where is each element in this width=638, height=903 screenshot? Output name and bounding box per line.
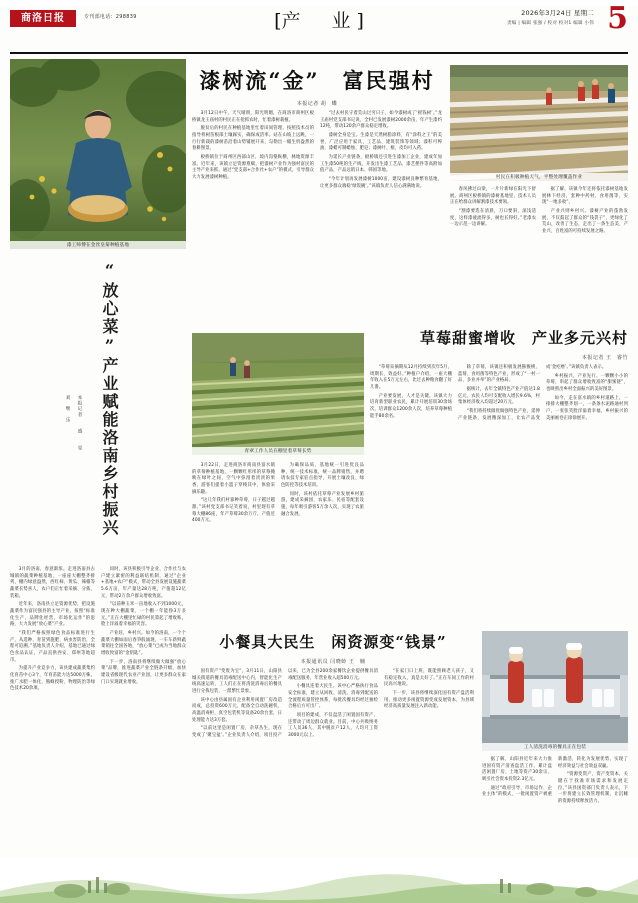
paragraph: 为延长产业链条，板桥镇还引进生漆加工企业，建成年加工生漆50吨的生产线，开发出生漆工艺品、漆艺摆件等高附加值产品，产品远销日本、韩国等地。	[320, 154, 442, 174]
paragraph: 通过“政府引导、市场运作、企业主体”的模式，一批闲置资产被重新激活，转化为发展优势，实现了经济效益与社会效益双赢。	[482, 757, 628, 798]
section-title-text: 产 业	[281, 10, 357, 32]
paragraph: 产业要发展，人才是关键。该镇大力培育新型职业农民，累计开展培训30余场次，培训群众1200余人次，培养草莓种植能手80余名。	[370, 393, 452, 419]
photo-field-planting-image	[450, 65, 628, 181]
photo-tableware-plant-image	[482, 631, 628, 751]
photo-tableware-plant	[482, 631, 628, 751]
paragraph: 据统计，去年全镇特色产业产值达1.8亿元，农民人均可支配收入增长9.6%，村集体经济收入均超过20万元。	[458, 386, 540, 406]
photo-field-planting-caption: 村民在积极种植天气，平整处理覆盖作业	[450, 173, 628, 181]
photo-field-planting	[450, 65, 628, 181]
paragraph: 3月12日中午，天气晴朗，阳光明媚，在商洛市商州区板桥镇龙王庙村的村民正在抢抓农时，忙着漆树栽植。	[192, 111, 314, 123]
paragraph: 国有资产“变废为宝”，3月11日，山阳县城关街道的餐具消毒配送中心内，智能化生产线高速运转，工人们正在将清洗消毒后的餐具进行分拣包装，一派繁忙景象。	[192, 669, 282, 694]
paragraph: 产业兴则乡村兴。漆树产业的蓬勃发展，不仅鼓起了群众的“钱袋子”，更绿化了荒山，改善了生态，走出了一条生态美、产业兴、百姓富的可持续发展之路。	[542, 208, 628, 234]
paragraph: 下一步，洛南县将继续做大做强“放心菜”品牌，推进蔬菜产业全链条升级，加快建设省级现代农业产业园，让更多群众在家门口实现就业增收。	[101, 659, 186, 685]
article-strawberry-headline: 草莓甜蜜增收 产业多元兴村	[419, 329, 628, 347]
bracket-right-icon: ]	[356, 10, 364, 32]
photo-lacquer-farmer-image	[10, 59, 186, 249]
footer-ornament-image	[0, 857, 638, 903]
article-lacquer-byline: 本报记者 胡 蝶	[296, 101, 338, 107]
paragraph: “以前这里是闲置厂房，杂草丛生，现在变成了‘聚宝盆’。”企业负责人介绍，项目投产以来，已为全县200余家餐饮企业提供餐具消毒配送服务，年营业收入超500万元。	[192, 669, 378, 738]
paragraph: 漆树全身是宝。生漆是天然树脂涂料，有“涂料之王”的美誉，广泛应用于家具、工艺品、建筑装饰等领域；漆籽可榨油，漆蜡可制蜡烛、肥皂；漆树叶、根、皮均可入药。	[320, 132, 442, 152]
paragraph: “草莓采摘期从12月持续到次年5月，周期长、效益好。”种植户介绍，一座大棚年收入在5万元左右，比过去种粮食翻了好几番。	[370, 365, 452, 390]
paragraph: 乡村振兴，产业先行。一颗颗小小的草莓，串起了群众增收致富的“甜蜜链”，也映照出乡村全面振兴的美好图景。	[546, 373, 628, 392]
paragraph: “以前种玉米一亩地收入不到1000元，现在种大棚蔬菜，一个棚一年能挣3万多元。”正在大棚里忙碌的村民算起了增收账，脸上洋溢着幸福的笑容。	[101, 602, 186, 628]
newspaper-page	[0, 1, 638, 903]
paragraph: 下一步，该县将继续深化国有资产盘活利用，推动更多闲置资源变成发展资本，为县域经济高质量发展注入新动能。	[384, 690, 474, 710]
photo-greenhouse-caption: 青翠工作人员在棚里着草莓长势	[192, 447, 364, 455]
paragraph: 项目的建成，不仅盘活了闲置国有资产，还带动了周边群众就业。目前，中心共吸纳务工人员36人，其中脱贫户12人，人均月工资3000元以上。	[288, 712, 378, 738]
article-lacquer-sidebar	[450, 187, 628, 309]
paragraph: “今年计划再发展漆树1000亩，建设漆树良种繁育基地，让更多群众端稳‘绿饭碗’。”该镇负责人信心满满地说。	[320, 176, 442, 189]
article-tableware-sidebar	[482, 757, 628, 855]
photo-lacquer-farmer	[10, 59, 186, 249]
photo-lacquer-farmer-caption: 漆工师傅在金丝皇菊种植基地	[10, 241, 186, 249]
paragraph: 同时，该县积极引导企业、合作社与农户建立紧密的利益联结机制，通过“企业+基地+农户”模式，带动全县发展设施蔬菜5.6万亩，年产量达28万吨，产值超12亿元，带动2万余户群众增收致富。	[101, 567, 186, 599]
paragraph: “我们严格按照绿色食品标准进行生产，从选种、育苗到施肥、病虫害防治，全程可追溯。”基地负责人介绍，基地已通过绿色食品认证，产品直供西安、郑州等地超市。	[10, 630, 95, 663]
article-safe-vegetables-body	[10, 567, 186, 853]
page-number: 5	[607, 1, 628, 36]
paragraph: 近年来，洛南县立足资源优势，把设施蔬菜作为富民强县的主导产业，按照“标准化生产、品牌化经营、市场化运作”的思路，大力发展“放心菜”产业。	[10, 602, 95, 628]
photo-greenhouse	[192, 333, 364, 455]
paragraph: 脱贫后的村民在种植基地里忙着田间管理，按照技术员的指导将树苗根部土壤踩实，确保成活率。站在山坡上远眺，一行行新栽的漆树苗沿着山势铺展开来，勾勒出一幅生机盎然的春耕图景。	[192, 126, 314, 152]
section-title	[274, 6, 364, 33]
article-safe-vegetables-byline-2: 刘 继 乐	[65, 395, 70, 423]
paragraph: 小餐具连着大民生。该中心严格执行食品安全标准，建立从回收、清洗、消毒到配送的全流程质量管控体系，每批次餐具均经过抽检合格后方可出厂。	[288, 684, 378, 710]
article-tableware-headline: 小餐具大民生 闲资源变“钱景”	[219, 633, 447, 651]
article-tableware-body	[192, 669, 474, 855]
article-strawberry-body-right	[370, 365, 628, 615]
article-safe-vegetables	[10, 255, 186, 855]
paragraph: “资源变资产、资产变资本，关键在于找准市场需求和发展定位。”该县国资部门负责人表示，下一步将建立长效管理机制，让沉睡的资源持续释放活力。	[558, 772, 628, 804]
paragraph: 3月的洛南，春意渐浓。走进洛南县古城镇的蔬菜种植基地，一座座大棚整齐排列，棚内绿意盎然，西红柿、黄瓜、辣椒等蔬菜长势喜人，农户们正忙着采摘、分拣、装箱。	[10, 567, 95, 599]
paragraph: “割漆要选在清晨，刀口要斜，深浅适度，这样漆液流得多，树也长得好。”老漆农一边示范一边讲解。	[450, 208, 536, 228]
editor-credits: 责编 | 编辑 张强 / 校对 校对1 编辑 小伟	[506, 21, 594, 26]
article-tableware	[192, 629, 628, 857]
article-strawberry-byline: 本报记者 王 睿竹	[581, 355, 628, 361]
paragraph: 板桥镇位于商州区西部山区，境内沟壑纵横，林地资源丰富。近年来，该镇立足资源禀赋，把漆树产业作为强村富民的主导产业来抓，通过“党支部+合作社+农户”的模式，引导群众大力发展漆树种植。	[192, 154, 314, 180]
paragraph: “这几年我们村靠种草莓，日子越过越甜。”该村党支部书记笑着说，村里现有草莓大棚86座，年产草莓30余万斤，产值近400万元。	[192, 498, 275, 524]
article-lacquer-body	[192, 111, 442, 307]
photo-tableware-plant-caption: 工人清洗消毒的餐具正在包装	[482, 743, 628, 751]
paragraph: 春风拂过山梁，一片片新绿在阳光下舒展。商州区板桥镇的漆树基地里，技术人员正在给群众讲解割漆技术要领。	[450, 187, 536, 206]
paragraph: 据了解，该镇今年还将依托漆树基地发展林下经济，套种中药材、食用菌等，实现“一地多收”。	[542, 187, 628, 206]
article-lacquer-headline: 漆树流“金” 富民强村	[199, 68, 435, 93]
paragraph: 为提升产业竞争力，该县建成蔬菜集约化育苗中心3个，年育苗能力达5000万株，推广水肥一体化、熊蜂授粉、物理防治等绿色技术20余项。	[10, 666, 95, 692]
paragraph: 同时，该村依托草莓产业发展乡村旅游，建成采摘园、农家乐、民宿等配套设施，每年吸引游客5万余人次，实现了农旅融合发展。	[281, 491, 364, 517]
publication-date: 2026年3月24日 星期二	[521, 9, 594, 17]
paragraph: “过去村民守着荒山过穷日子，如今漆树成了‘摇钱树’。”龙王庙村党支部书记说，全村已发展漆树2000余亩，年产生漆约12吨，带动120余户群众稳定增收。	[320, 111, 442, 130]
article-tableware-byline: 本报通讯员 闫晓蛉 王 楠	[300, 659, 366, 665]
paragraph: 为确保品质，基地统一引进优良品种，统一技术标准，统一品牌销售，并聘请农技专家驻点指导，开展土壤改良、绿色防控等技术培训。	[281, 463, 364, 488]
paragraph: 如今，走在富水镇的乡村道路上，一排排大棚整齐划一，一条条水泥路通村到户，一张张笑脸洋溢着幸福，乡村振兴的美丽画卷正徐徐展开。	[546, 395, 628, 421]
article-safe-vegetables-byline-1: 本报记者 盛 堂	[77, 395, 82, 451]
bracket-left-icon: [	[274, 10, 282, 32]
article-safe-vegetables-headline: “放心菜”产业赋能洛南乡村振兴	[100, 261, 119, 537]
paragraph: 产业旺，乡村兴。如今的洛南，一个个蔬菜大棚如雨后春笋般涌现，一车车新鲜蔬菜销往全国各地，“放心菜”已成为当地群众增收致富的“金钥匙”。	[101, 630, 186, 656]
paragraph: 该中心由县属国有企业利用闲置厂房改造而成，总投资600万元，配备全自动洗碗机、高温消毒柜、真空包装机等设备20余台套，日处理能力达3万套。	[192, 697, 282, 723]
paragraph: “我们将持续做优做强特色产业，延伸产业链条，发展精深加工，让农产品变成‘金疙瘩’。”该镇负责人表示。	[458, 365, 607, 421]
newspaper-logo: 商洛日报	[10, 10, 76, 27]
masthead	[10, 1, 628, 54]
article-strawberry	[192, 321, 628, 621]
paragraph: 3月22日，走进商洛市商南县富水镇的草莓种植基地，一颗颗红彤彤的草莓掩映在绿叶之间，空气中弥漫着淡淡的果香，游客们提着小篮子穿梭其中，体验采摘乐趣。	[192, 463, 275, 495]
photo-greenhouse-image	[192, 333, 364, 455]
paragraph: 据了解，山阳县近年来大力推进国有资产清查盘活工作，累计盘活闲置厂房、土地等资产30余宗，吸引社会资本投资2.3亿元。	[482, 757, 552, 782]
article-strawberry-body-left	[192, 463, 364, 615]
paragraph: “在家门口上班，既能照顾老人孩子，又有稳定收入，真是太好了。”正在车间工作的村民高兴地说。	[384, 669, 474, 688]
date-block	[507, 8, 594, 26]
footer-ornament	[0, 857, 638, 903]
page-content	[10, 59, 628, 859]
department-phone: 专刊部电话：298839	[84, 14, 137, 20]
paragraph: 除了草莓，该镇还积极发展猕猴桃、蓝莓、食用菌等特色产业，形成了“一村一品、多业并举”的产业格局。	[458, 365, 540, 384]
